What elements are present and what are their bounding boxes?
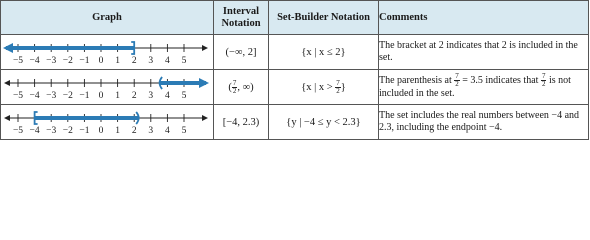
tick-label: −1 (79, 90, 90, 101)
graph-cell (1, 105, 214, 140)
tick-label: 2 (131, 90, 137, 101)
tick-label: −3 (46, 55, 57, 66)
tick-label: 1 (115, 90, 120, 101)
tick-label: 4 (165, 55, 170, 66)
shade-arrow-left (3, 43, 13, 53)
number-line (1, 36, 211, 69)
tick-label: −2 (62, 90, 73, 101)
graph-cell (1, 35, 214, 70)
set-builder-notation: {x | x > $\frac{7}{2}$ } (269, 70, 379, 105)
set-builder-notation: {y | −4 ≤ y < 2.3} (269, 105, 379, 140)
number-line (1, 71, 211, 104)
tick-label: 3 (148, 90, 154, 101)
tick-label: 2 (131, 55, 137, 66)
set-builder-notation: {x | x ≤ 2} (269, 35, 379, 70)
tick-label: −1 (79, 55, 90, 66)
axis-arrow-right (202, 45, 208, 51)
tick-label: −5 (12, 125, 24, 136)
fraction: $\frac{7}{2}$ (455, 72, 459, 89)
tick-label: −2 (62, 55, 73, 66)
interval-notation: ( $\frac{7}{2}$ , ∞) (214, 70, 269, 105)
axis-arrow-left (4, 115, 10, 121)
tick-label: −1 (79, 125, 90, 136)
header-row (1, 1, 589, 35)
fraction: $\frac{7}{2}$ (232, 78, 237, 95)
table-row (1, 105, 589, 140)
shade-arrow-right (199, 78, 209, 88)
tick-label: 4 (165, 125, 170, 136)
comment: The parenthesis at $\frac{7}{2}$ = 3.5 indicates that $\frac{7}{2}$ is not included in the set. (379, 70, 589, 105)
tick-label: −2 (62, 125, 73, 136)
tick-label: −4 (29, 90, 40, 101)
interval-notation: (−∞, 2] (214, 35, 269, 70)
tick-label: 0 (98, 55, 104, 66)
tick-label: −5 (12, 90, 24, 101)
header-interval-notation (214, 1, 269, 35)
interval-notation: [−4, 2.3) (214, 105, 269, 140)
tick-label: 5 (181, 125, 187, 136)
tick-label: 1 (115, 55, 120, 66)
tick-label: 5 (181, 90, 187, 101)
table-row (1, 70, 589, 105)
tick-label: 3 (148, 125, 154, 136)
comment: The set includes the real numbers between −4 and 2.3, including the endpoint −4. (379, 105, 589, 140)
header-interval-line1: Interval (222, 5, 260, 17)
tick-label: 1 (115, 125, 120, 136)
tick-label: 0 (98, 90, 104, 101)
tick-label: −4 (29, 125, 40, 136)
tick-label: −3 (46, 90, 57, 101)
comment: The bracket at 2 indicates that 2 is included in the set. (379, 35, 589, 70)
tick-label: −3 (46, 125, 57, 136)
tick-label: 3 (148, 55, 154, 66)
header-comments: Comments (379, 1, 589, 35)
tick-label: 0 (98, 125, 104, 136)
header-graph: Graph (1, 1, 214, 35)
fraction: $\frac{7}{2}$ (336, 78, 340, 95)
axis-arrow-left (4, 80, 10, 86)
header-interval-line2: Notation (221, 17, 261, 29)
tick-label: −4 (29, 55, 40, 66)
tick-label: 2 (131, 125, 137, 136)
table-row (1, 35, 589, 70)
tick-label: 5 (181, 55, 187, 66)
tick-label: 4 (165, 90, 170, 101)
header-set-builder: Set-Builder Notation (269, 1, 379, 35)
tick-label: −5 (12, 55, 24, 66)
number-line (1, 106, 211, 139)
fraction: $\frac{7}{2}$ (541, 72, 546, 89)
axis-arrow-right (202, 115, 208, 121)
graph-cell (1, 70, 214, 105)
